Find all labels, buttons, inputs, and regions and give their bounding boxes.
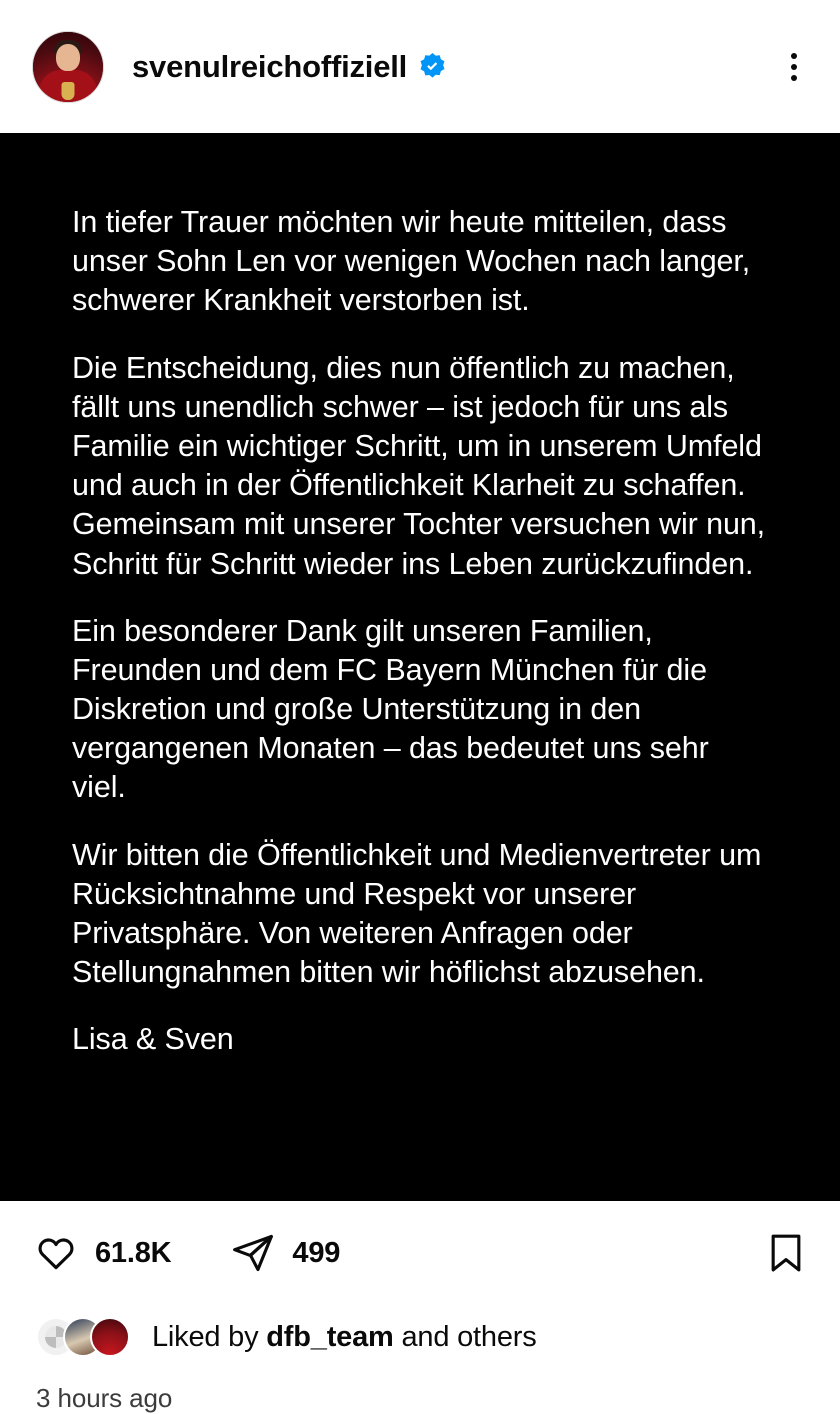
post-meta: [0, 1369, 840, 1414]
heart-icon: [34, 1231, 78, 1275]
statement-signature: Lisa & Sven: [72, 1022, 234, 1057]
avatar-face: [56, 44, 80, 71]
statement-paragraph: In tiefer Trauer möchten wir heute mitteilen, dass unser Sohn Len vor wenigen Wochen nach langer, schwerer Krankheit verstorben ist.: [72, 205, 751, 318]
share-button[interactable]: [231, 1231, 340, 1275]
more-dot: [791, 75, 797, 81]
more-dot: [791, 53, 797, 59]
post-actions: [0, 1201, 840, 1305]
liked-by-suffix[interactable]: and others: [393, 1320, 537, 1353]
timestamp-label: 3 hours ago: [36, 1383, 173, 1413]
liker-avatar-3: [90, 1317, 130, 1357]
avatar[interactable]: [32, 31, 104, 103]
paper-plane-icon: [231, 1231, 275, 1275]
post-media[interactable]: [0, 133, 840, 1201]
like-count: 61.8K: [95, 1236, 172, 1269]
username-wrap: [132, 49, 774, 85]
avatar-trophy: [62, 82, 75, 100]
more-dot: [791, 64, 797, 70]
verified-badge-icon: [418, 52, 447, 81]
share-count: 499: [292, 1236, 341, 1269]
statement-text: [72, 203, 768, 1060]
liker-avatars[interactable]: [36, 1317, 130, 1357]
post-header: [0, 0, 840, 133]
save-button[interactable]: [764, 1231, 808, 1275]
liked-by-prefix: Liked by: [152, 1320, 267, 1353]
statement-paragraph: Die Entscheidung, dies nun öffentlich zu machen, fällt uns unendlich schwer – ist jedoch für uns als Familie ein wichtiger Schritt, um in unserem Umfeld und auch in der Öffentlichkeit Klarheit zu schaffen. Gemeinsam mit unserer Tochter versuchen wir nun, Schritt für Schritt wieder ins Leben zurückzufinden.: [72, 350, 766, 581]
more-options-button[interactable]: [774, 45, 814, 89]
liked-by-username[interactable]: dfb_team: [266, 1320, 394, 1353]
statement-paragraph: Ein besonderer Dank gilt unseren Familien, Freunden und dem FC Bayern München für die Diskretion und große Unterstützung in den vergangenen Monaten – das bedeutet uns sehr viel.: [72, 613, 709, 805]
liked-by-row: [0, 1305, 840, 1369]
username-label[interactable]: svenulreichoffiziell: [132, 48, 408, 84]
statement-paragraph: Wir bitten die Öffentlichkeit und Medienvertreter um Rücksichtnahme und Respekt vor unserer Privatsphäre. Von weiteren Anfragen oder Stellungnahmen bitten wir höflichst abzusehen.: [72, 837, 762, 990]
liked-by-text: [152, 1321, 537, 1354]
like-button[interactable]: [34, 1231, 171, 1275]
bookmark-icon: [764, 1231, 808, 1275]
